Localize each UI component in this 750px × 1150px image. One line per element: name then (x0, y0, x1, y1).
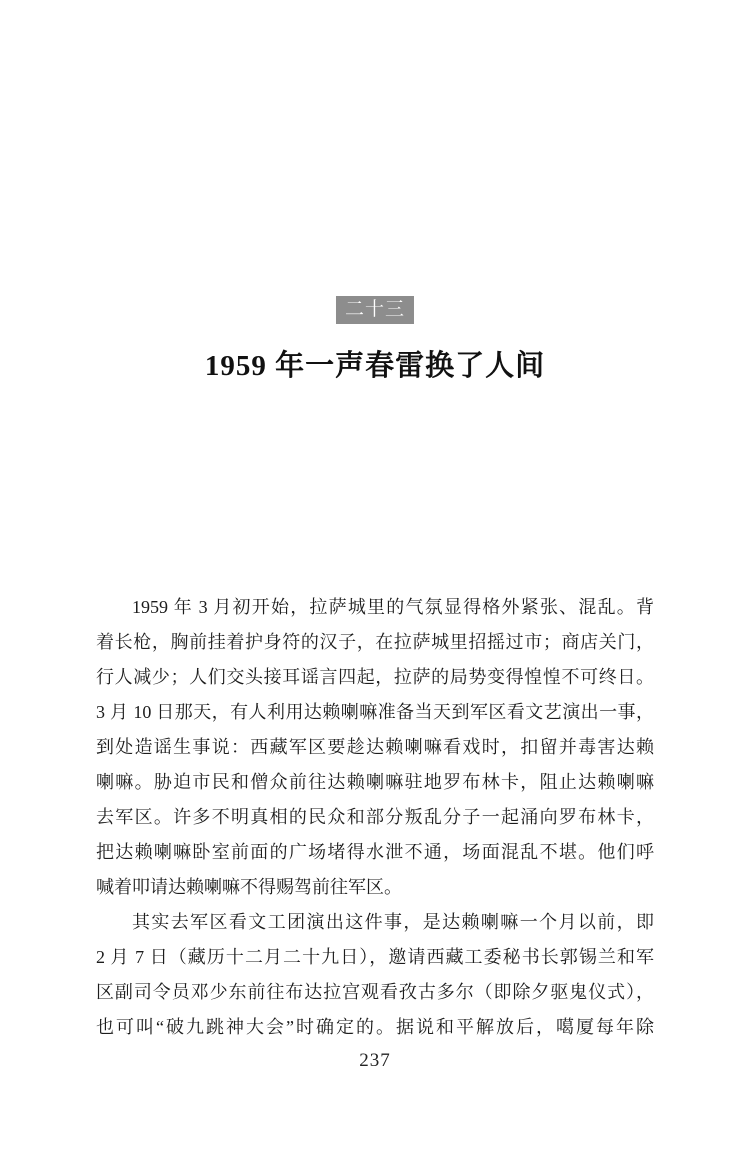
text-line: 也可叫“破九跳神大会”时确定的。据说和平解放后，噶厦每年除 (96, 1017, 654, 1037)
text-line: 到处造谣生事说：西藏军区要趁达赖喇嘛看戏时，扣留并毒害达赖 (96, 737, 654, 757)
text-line: 去军区。许多不明真相的民众和部分叛乱分子一起涌向罗布林卡， (96, 807, 654, 827)
text-line: 2 月 7 日（藏历十二月二十九日），邀请西藏工委秘书长郭锡兰和军 (96, 947, 654, 967)
text-line: 把达赖喇嘛卧室前面的广场堵得水泄不通，场面混乱不堪。他们呼 (96, 842, 654, 862)
text-line: 区副司令员邓少东前往布达拉宫观看孜古多尔（即除夕驱鬼仪式）， (96, 982, 654, 1002)
text-line: 其实去军区看文工团演出这件事，是达赖喇嘛一个月以前，即 (132, 912, 654, 932)
page-number: 237 (359, 1050, 391, 1071)
chapter-title: 1959 年一声春雷换了人间 (204, 350, 546, 382)
text-line: 着长枪，胸前挂着护身符的汉子，在拉萨城里招摇过市；商店关门， (96, 632, 654, 652)
chapter-number-badge: 二十三 (336, 296, 414, 324)
text-line: 喊着叩请达赖喇嘛不得赐驾前往军区。 (96, 877, 402, 897)
body-text (96, 590, 654, 1045)
text-line: 3 月 10 日那天，有人利用达赖喇嘛准备当天到军区看文艺演出一事， (96, 702, 654, 722)
text-line: 1959 年 3 月初开始，拉萨城里的气氛显得格外紧张、混乱。背 (132, 597, 654, 617)
text-line: 行人减少；人们交头接耳谣言四起，拉萨的局势变得惶惶不可终日。 (96, 667, 654, 687)
text-line: 喇嘛。胁迫市民和僧众前往达赖喇嘛驻地罗布林卡，阻止达赖喇嘛 (96, 772, 654, 792)
